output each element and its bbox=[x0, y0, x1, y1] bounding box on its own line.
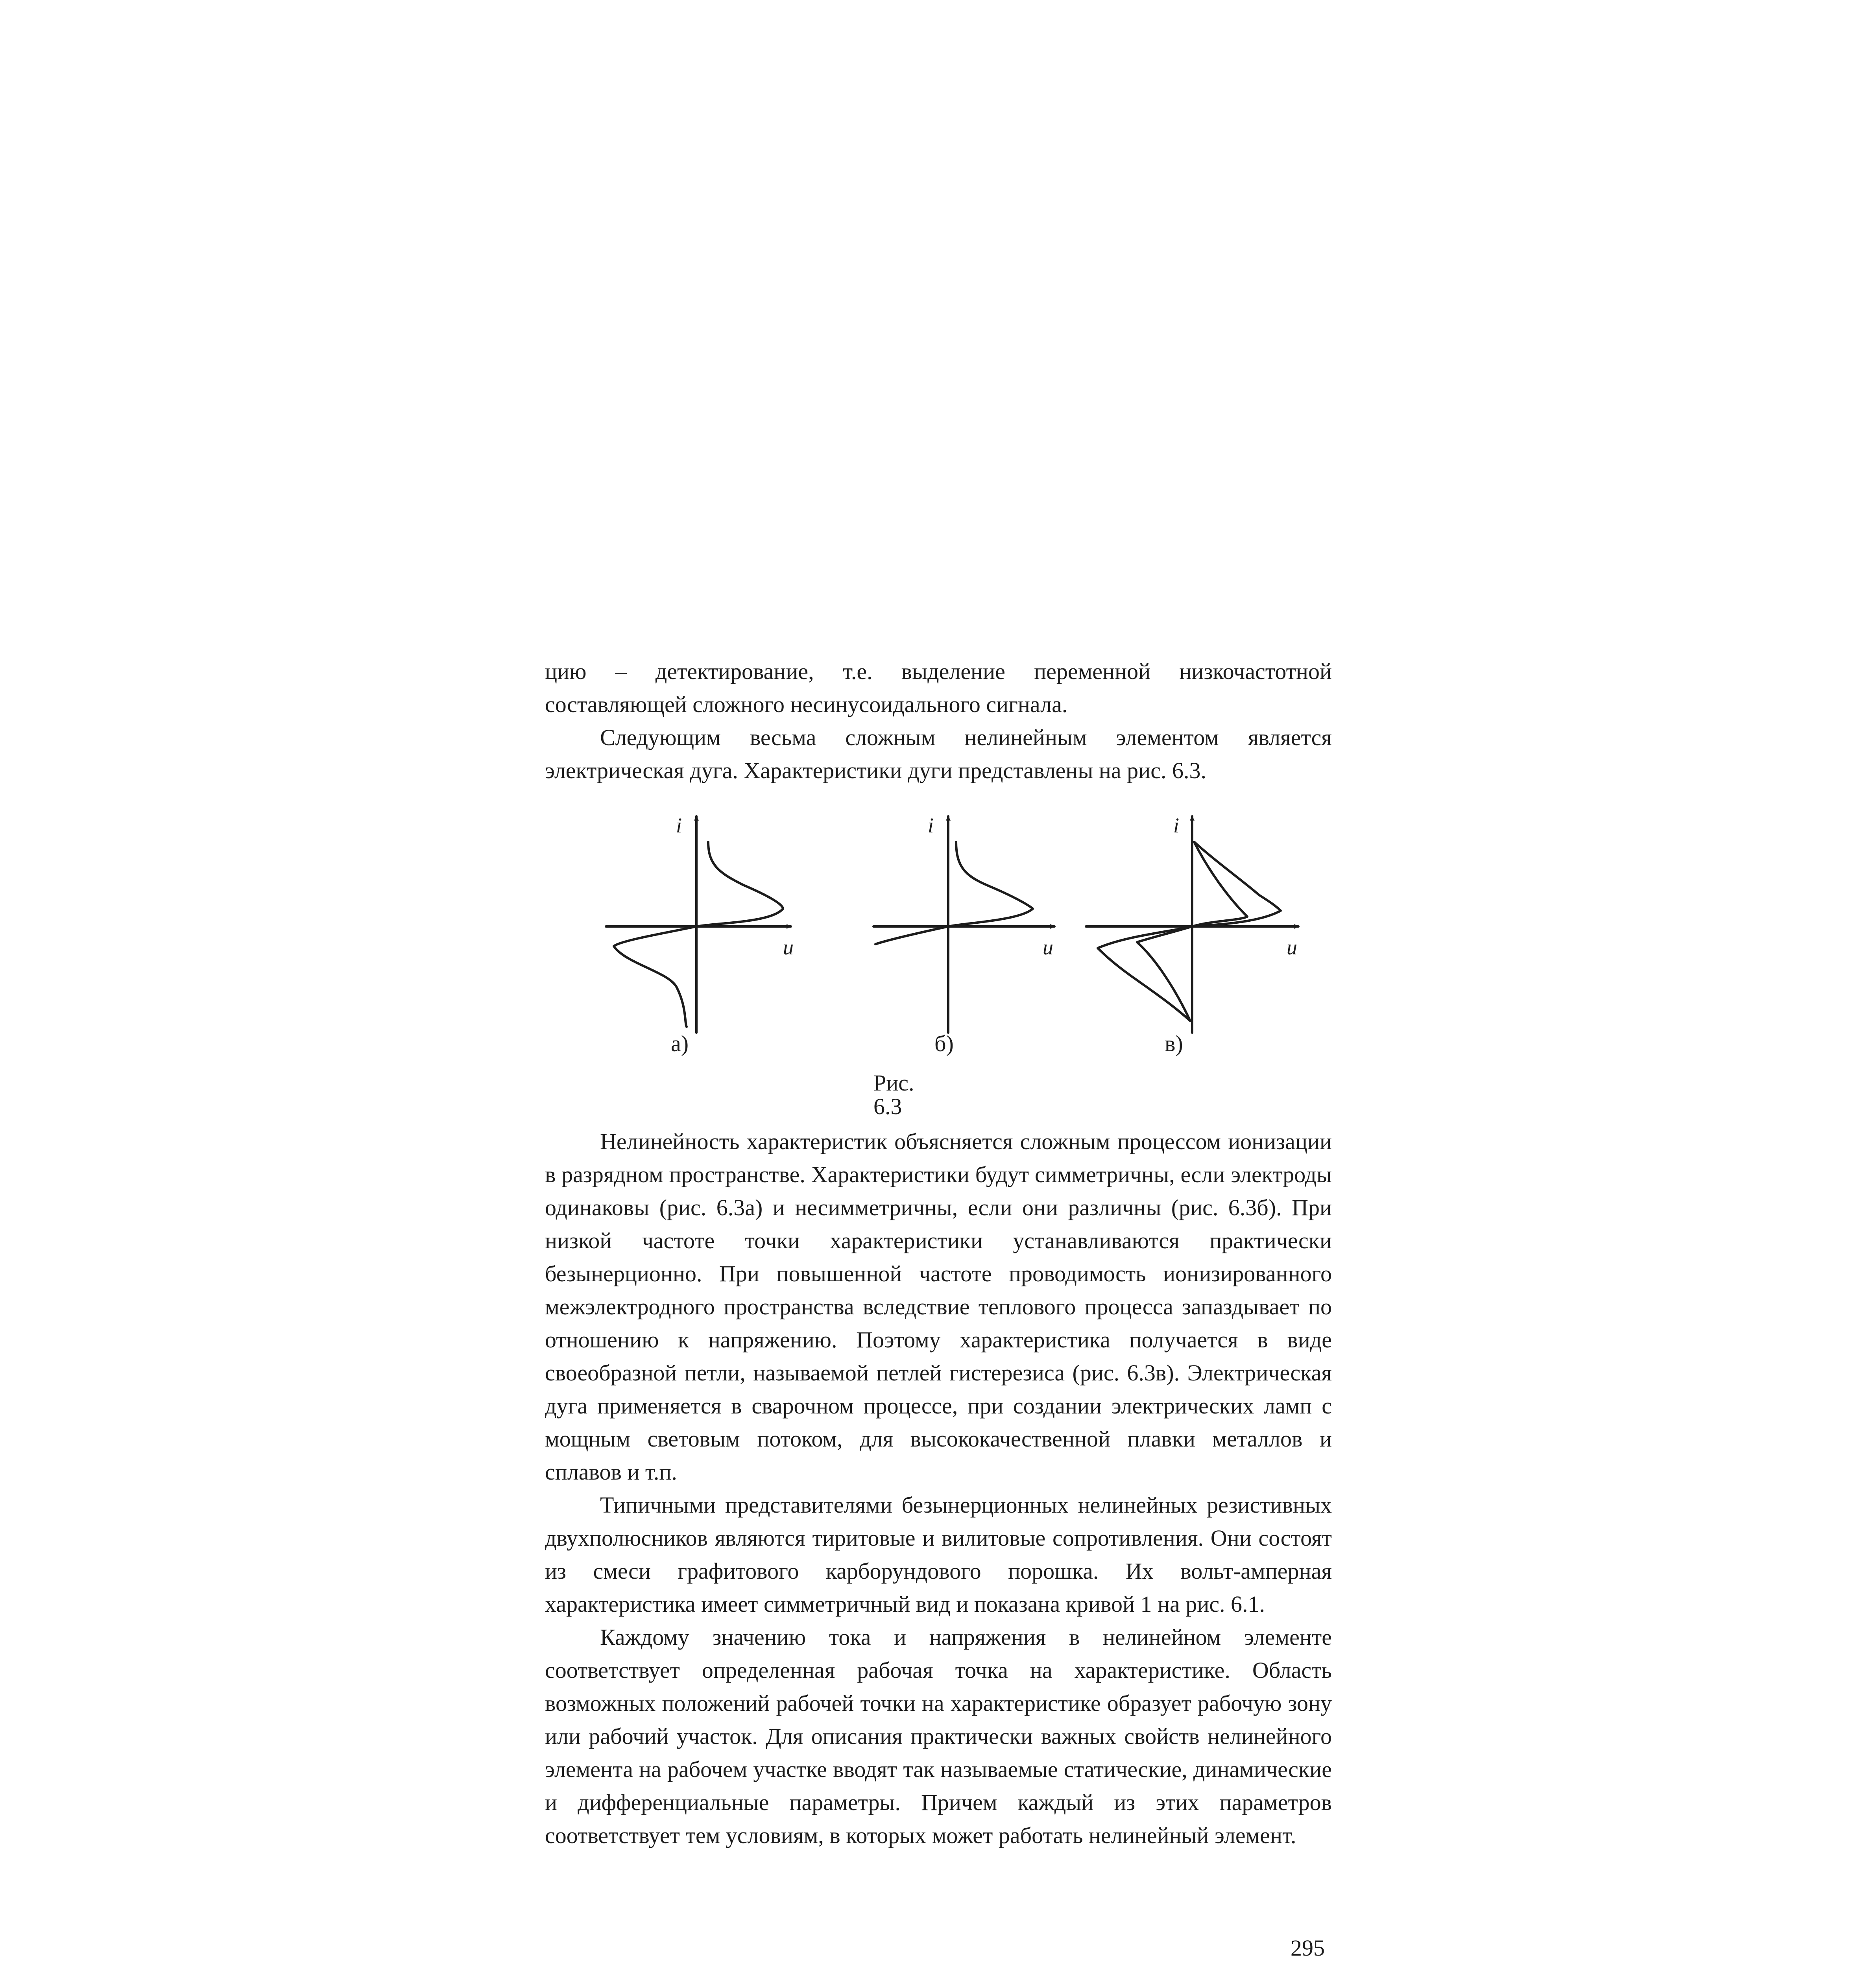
panel-b-graph bbox=[873, 816, 1054, 1033]
panel-c-label: в) bbox=[1165, 1031, 1183, 1056]
panel-b-curve bbox=[875, 842, 1033, 944]
panel-b-label: б) bbox=[934, 1031, 954, 1056]
text-block-bottom bbox=[545, 1125, 1332, 1852]
panel-a-graph bbox=[606, 816, 791, 1033]
panel-a-curve bbox=[614, 842, 783, 1027]
paragraph-5: Каждому значению тока и напряжения в нелинейном элементе соответствует определенная рабочая точка на характеристике. Область возможных положений рабочей точки на характеристике образует рабочую зону или рабочий участок. Для описания практически важных свойств нелинейного элемента на рабочем участке вводят так называемые статические, динамические и дифференциальные параметры. Причем каждый из этих параметров соответствует тем условиям, в которых может работать нелинейный элемент. bbox=[545, 1624, 1332, 1848]
panel-c-y-label: i bbox=[1173, 814, 1180, 837]
page-number: 295 bbox=[1291, 1935, 1325, 1961]
panel-b-y-label: i bbox=[928, 814, 934, 837]
paragraph-4: Типичными представителями безынерционных нелинейных резистивных двухполюсников являются тиритовые и вилитовые сопротивления. Они состоят из смеси графитового карборундового порошка. Их вольт-амперная характеристика имеет симметричный вид и показана кривой 1 на рис. 6.1. bbox=[545, 1492, 1332, 1617]
panel-c-graph bbox=[1086, 816, 1298, 1033]
figure-caption: Рис. 6.3 bbox=[873, 1070, 914, 1119]
panel-c-loop-lower bbox=[1098, 926, 1192, 1021]
panel-a-label: а) bbox=[671, 1031, 689, 1056]
panel-b-x-label: u bbox=[1043, 936, 1053, 959]
paragraph-2: Следующим весьма сложным нелинейным элементом является электрическая дуга. Характеристики дуги представлены на рис. 6.3. bbox=[545, 725, 1332, 783]
panel-c-x-label: u bbox=[1287, 936, 1297, 959]
panel-c-loop-upper bbox=[1192, 842, 1281, 926]
paragraph-3: Нелинейность характеристик объясняется сложным процессом ионизации в разрядном пространстве. Характеристики будут симметричны, если электроды одинаковы (рис. 6.3а) и несимметричны, если они различны (рис. 6.3б). При низкой частоте точки характеристики устанавливаются практически безынерционно. При повышенной частоте проводимость ионизированного межэлектродного пространства вследствие теплового процесса запаздывает по отношению к напряжению. Поэтому характеристика получается в виде своеобразной петли, называемой петлей гистерезиса (рис. 6.3в). Электрическая дуга применяется в сварочном процессе, при создании электрических ламп с мощным световым потоком, для высококачественной плавки металлов и сплавов и т.п. bbox=[545, 1129, 1332, 1485]
panel-a-x-label: u bbox=[783, 936, 794, 959]
paragraph-1: цию – детектирование, т.е. выделение переменной низкочастотной составляющей сложного несинусоидального сигнала. bbox=[545, 659, 1332, 717]
panel-a-y-label: i bbox=[676, 814, 682, 837]
